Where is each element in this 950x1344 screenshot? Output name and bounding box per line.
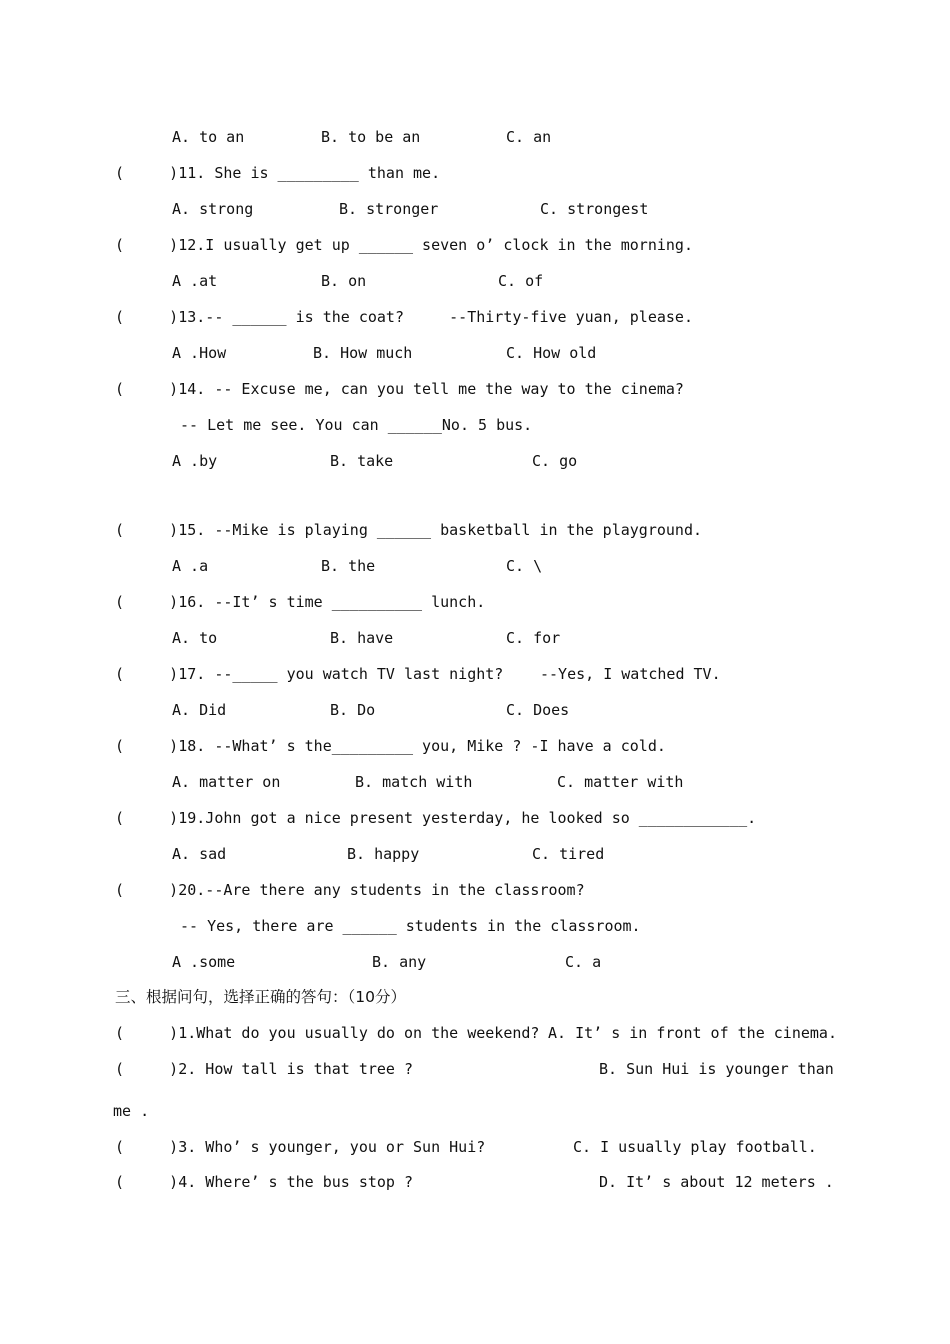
option-c-q15: C. \ xyxy=(506,557,543,575)
question-12: ( )12.I usually get up ______ seven o’ clock in the morning. xyxy=(115,236,693,254)
option-c-q12: C. of xyxy=(498,272,544,290)
option-a-q13: A .How xyxy=(172,344,227,362)
question-20-reply: -- Yes, there are ______ students in the classroom. xyxy=(180,917,641,935)
option-a-q16: A. to xyxy=(172,629,218,647)
option-c-q10: C. an xyxy=(506,128,552,146)
option-b-q18: B. match with xyxy=(355,773,473,791)
option-b-q10: B. to be an xyxy=(321,128,421,146)
option-a-q12: A .at xyxy=(172,272,218,290)
match-question-2: ( )2. How tall is that tree ? xyxy=(115,1060,414,1078)
option-b-q13: B. How much xyxy=(313,344,413,362)
match-answer-a: A. It’ s in front of the cinema. xyxy=(548,1024,837,1042)
option-a-q15: A .a xyxy=(172,557,209,575)
match-answer-c: C. I usually play football. xyxy=(573,1138,817,1156)
question-11: ( )11. She is _________ than me. xyxy=(115,164,441,182)
match-answer-d: D. It’ s about 12 meters . xyxy=(599,1173,834,1191)
question-17: ( )17. --_____ you watch TV last night? xyxy=(115,665,504,683)
question-15: ( )15. --Mike is playing ______ basketball in the playground. xyxy=(115,521,702,539)
option-b-q11: B. stronger xyxy=(339,200,439,218)
match-question-3: ( )3. Who’ s younger, you or Sun Hui? xyxy=(115,1138,486,1156)
match-answer-b: B. Sun Hui is younger than xyxy=(599,1060,834,1078)
question-20: ( )20.--Are there any students in the classroom? xyxy=(115,881,585,899)
option-b-q14: B. take xyxy=(330,452,394,470)
option-c-q19: C. tired xyxy=(532,845,605,863)
option-c-q11: C. strongest xyxy=(540,200,649,218)
option-c-q14: C. go xyxy=(532,452,578,470)
option-b-q20: B. any xyxy=(372,953,427,971)
question-18: ( )18. --What’ s the_________ you, Mike ? -I have a cold. xyxy=(115,737,666,755)
option-a-q17: A. Did xyxy=(172,701,227,719)
option-b-q17: B. Do xyxy=(330,701,376,719)
option-a-q11: A. strong xyxy=(172,200,254,218)
option-a-q10: A. to an xyxy=(172,128,245,146)
option-a-q20: A .some xyxy=(172,953,236,971)
question-14-reply: -- Let me see. You can ______No. 5 bus. xyxy=(180,416,533,434)
section-three-heading: 三、根据问句，选择正确的答句：（10分） xyxy=(115,988,406,1006)
question-14: ( )14. -- Excuse me, can you tell me the way to the cinema? xyxy=(115,380,684,398)
option-b-q16: B. have xyxy=(330,629,394,647)
option-a-q14: A .by xyxy=(172,452,218,470)
option-a-q19: A. sad xyxy=(172,845,227,863)
question-16: ( )16. --It’ s time __________ lunch. xyxy=(115,593,486,611)
match-question-1: ( )1.What do you usually do on the weekend? xyxy=(115,1024,540,1042)
question-13: ( )13.-- ______ is the coat? --Thirty-five yuan, please. xyxy=(115,308,693,326)
option-c-q13: C. How old xyxy=(506,344,597,362)
option-b-q12: B. on xyxy=(321,272,367,290)
option-b-q15: B. the xyxy=(321,557,376,575)
option-c-q18: C. matter with xyxy=(557,773,684,791)
option-b-q19: B. happy xyxy=(347,845,420,863)
option-a-q18: A. matter on xyxy=(172,773,281,791)
option-c-q16: C. for xyxy=(506,629,561,647)
option-c-q17: C. Does xyxy=(506,701,570,719)
match-answer-b-continued: me . xyxy=(113,1102,150,1120)
match-question-4: ( )4. Where’ s the bus stop ? xyxy=(115,1173,414,1191)
question-19: ( )19.John got a nice present yesterday, he looked so ____________. xyxy=(115,809,757,827)
option-c-q20: C. a xyxy=(565,953,602,971)
question-17-reply: --Yes, I watched TV. xyxy=(540,665,721,683)
